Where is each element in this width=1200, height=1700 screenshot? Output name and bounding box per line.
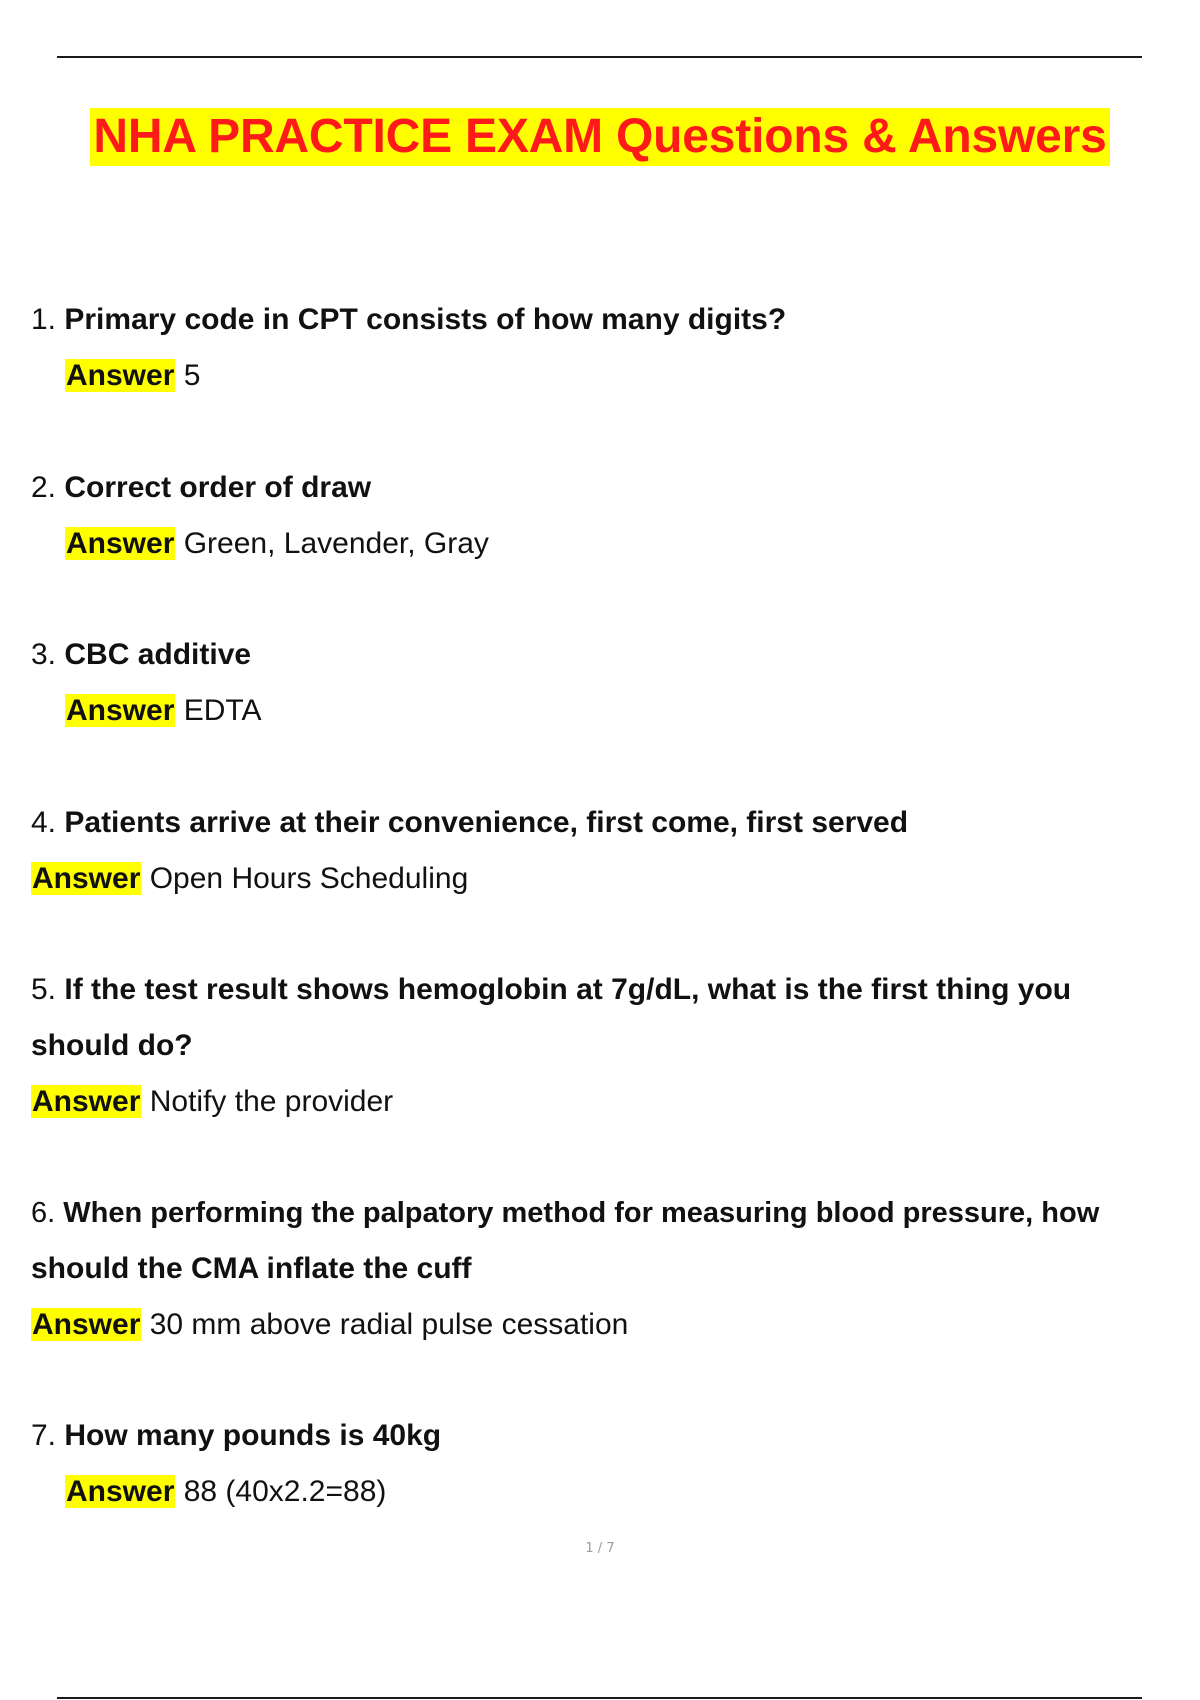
page-title: NHA PRACTICE EXAM Questions & Answers	[90, 108, 1109, 166]
question-number: 6.	[31, 1197, 56, 1229]
question-number: 2.	[31, 471, 57, 504]
question-7	[31, 1408, 441, 1464]
question-text: CBC additive	[64, 638, 252, 671]
question-5-continued	[31, 1018, 193, 1074]
answer-text: 88 (40x2.2=88)	[183, 1475, 387, 1508]
question-number: 5.	[31, 973, 57, 1006]
answer-4	[31, 861, 468, 897]
question-2	[31, 460, 371, 516]
question-text: If the test result shows hemoglobin at 7g/dL, what is the first thing you	[64, 973, 1072, 1006]
question-number: 7.	[31, 1419, 57, 1452]
question-text-continued: should the CMA inflate the cuff	[31, 1252, 472, 1285]
top-rule	[57, 56, 1142, 58]
question-3	[31, 627, 251, 683]
question-number: 4.	[31, 806, 57, 839]
question-1	[31, 292, 786, 348]
question-4	[31, 795, 908, 851]
bottom-rule	[57, 1697, 1142, 1699]
question-6	[31, 1185, 1099, 1241]
answer-label: Answer	[66, 527, 175, 560]
answer-2	[65, 526, 489, 562]
question-number: 1.	[31, 303, 57, 336]
question-text: Patients arrive at their convenience, first come, first served	[64, 806, 909, 839]
question-6-continued	[31, 1241, 472, 1297]
question-text-continued: should do?	[31, 1029, 193, 1062]
answer-7	[65, 1474, 386, 1510]
answer-label: Answer	[66, 1475, 175, 1508]
answer-text: Notify the provider	[149, 1085, 394, 1118]
answer-text: Green, Lavender, Gray	[183, 527, 489, 560]
answer-text: 30 mm above radial pulse cessation	[149, 1308, 629, 1341]
answer-1	[65, 358, 200, 394]
question-text: When performing the palpatory method for measuring blood pressure, how	[63, 1197, 1100, 1229]
question-text: Correct order of draw	[64, 471, 372, 504]
question-number: 3.	[31, 638, 57, 671]
page-indicator: 1 / 7	[585, 1541, 615, 1556]
answer-5	[31, 1084, 393, 1120]
answer-text: 5	[183, 359, 201, 392]
answer-label: Answer	[32, 862, 141, 895]
question-text: How many pounds is 40kg	[64, 1419, 442, 1452]
answer-label: Answer	[66, 359, 175, 392]
answer-label: Answer	[66, 694, 175, 727]
question-5	[31, 962, 1071, 1018]
answer-3	[65, 693, 262, 729]
answer-label: Answer	[32, 1085, 141, 1118]
answer-label: Answer	[32, 1308, 141, 1341]
answer-text: Open Hours Scheduling	[149, 862, 469, 895]
answer-6	[31, 1307, 628, 1343]
question-text: Primary code in CPT consists of how many digits?	[64, 303, 787, 336]
answer-text: EDTA	[183, 694, 262, 727]
title-block	[0, 108, 1200, 166]
